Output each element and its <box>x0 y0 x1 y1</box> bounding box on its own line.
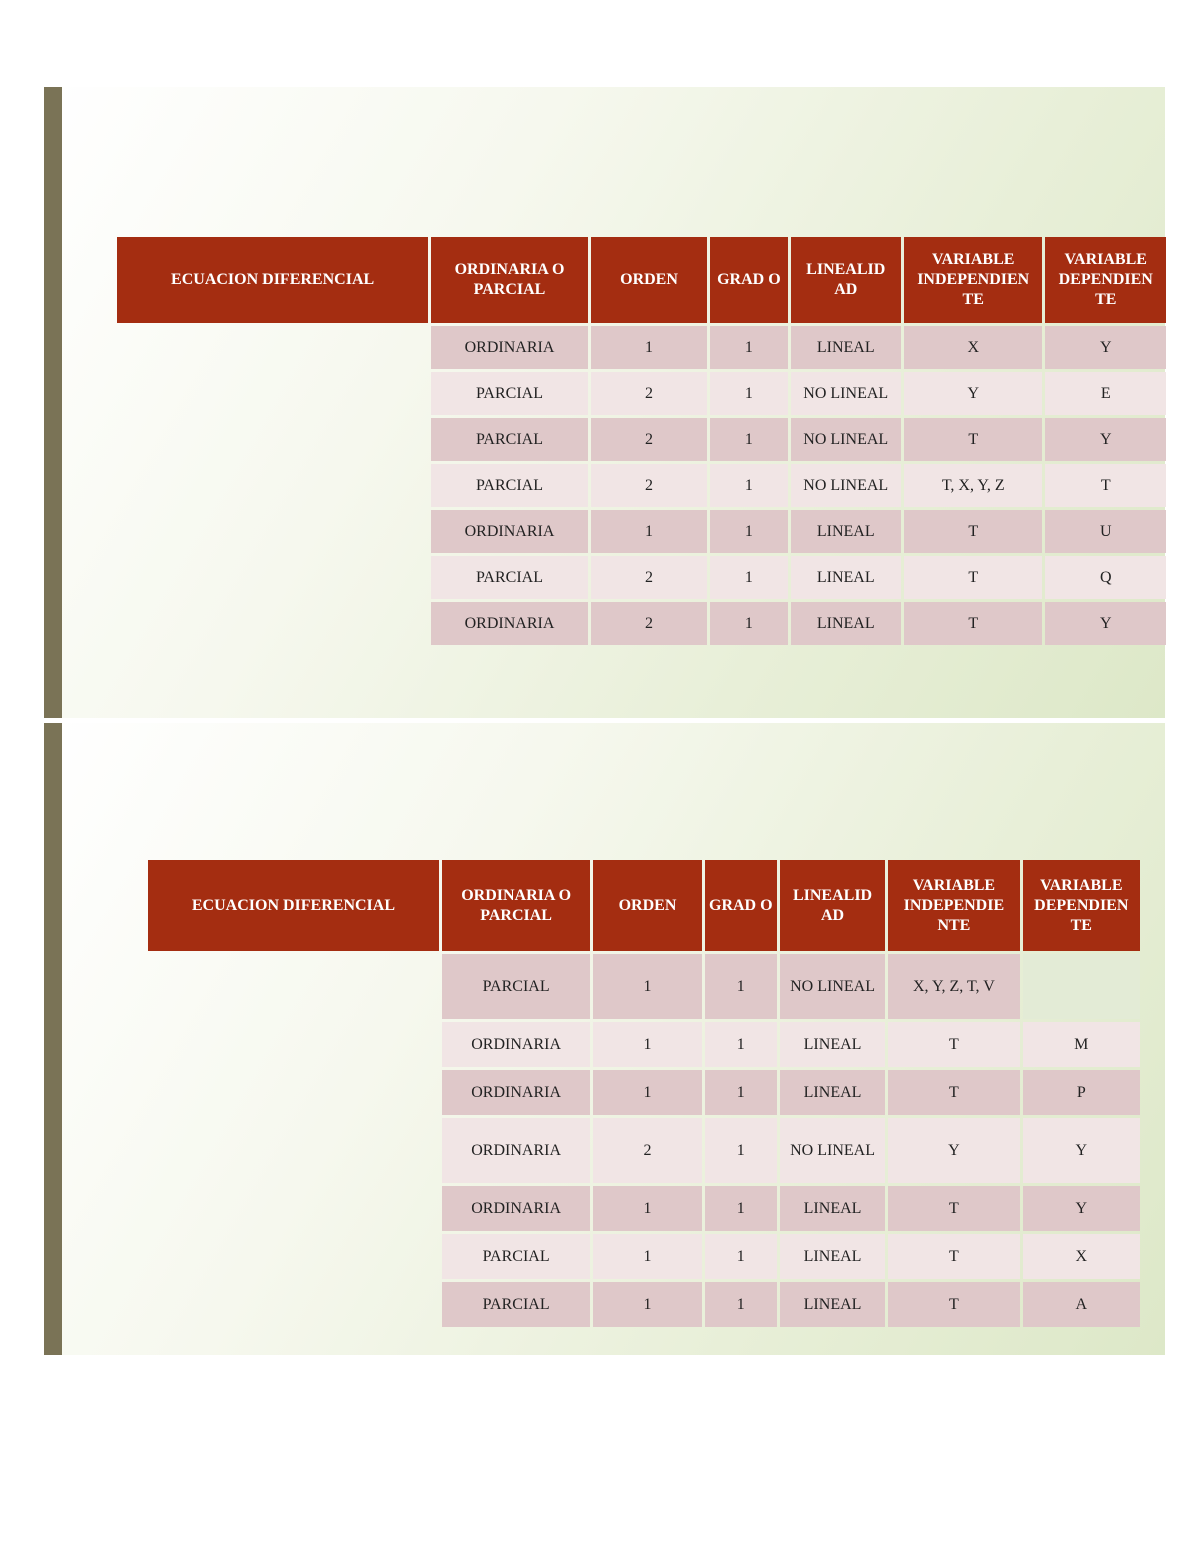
grado-cell: 1 <box>705 954 777 1019</box>
table-header-row <box>117 237 1166 323</box>
linealidad-cell: LINEAL <box>791 556 901 599</box>
tipo-cell: ORDINARIA <box>442 1186 590 1231</box>
table-row <box>117 372 1166 415</box>
tipo-cell: PARCIAL <box>431 418 588 461</box>
table-row <box>148 1282 1140 1327</box>
orden-cell: 1 <box>593 1282 701 1327</box>
var-ind-cell: T <box>904 602 1043 645</box>
grado-cell: 1 <box>705 1234 777 1279</box>
grado-cell: 1 <box>705 1282 777 1327</box>
linealidad-cell: LINEAL <box>780 1070 885 1115</box>
var-ind-cell: T <box>904 510 1043 553</box>
orden-cell: 1 <box>593 1022 701 1067</box>
table-row <box>117 556 1166 599</box>
linealidad-cell: NO LINEAL <box>791 418 901 461</box>
differential-equations-table-1 <box>114 234 1169 648</box>
grado-cell: 1 <box>705 1022 777 1067</box>
header-tipo: ORDINARIA O PARCIAL <box>442 860 590 951</box>
linealidad-cell: LINEAL <box>780 1022 885 1067</box>
equation-cell <box>148 1234 439 1279</box>
var-dep-cell: Y <box>1045 326 1166 369</box>
equation-cell <box>148 954 439 1019</box>
orden-cell: 2 <box>593 1118 701 1183</box>
orden-cell: 2 <box>591 464 707 507</box>
var-dep-cell: P <box>1023 1070 1140 1115</box>
linealidad-cell: LINEAL <box>780 1282 885 1327</box>
orden-cell: 1 <box>593 954 701 1019</box>
orden-cell: 2 <box>591 556 707 599</box>
var-ind-cell: X <box>904 326 1043 369</box>
grado-cell: 1 <box>710 602 787 645</box>
var-ind-cell: X, Y, Z, T, V <box>888 954 1019 1019</box>
equation-cell <box>148 1022 439 1067</box>
grado-cell: 1 <box>710 556 787 599</box>
equation-cell <box>117 556 428 599</box>
var-ind-cell: T <box>904 418 1043 461</box>
tipo-cell: PARCIAL <box>442 954 590 1019</box>
grado-cell: 1 <box>710 326 787 369</box>
linealidad-cell: LINEAL <box>780 1186 885 1231</box>
var-dep-cell: Q <box>1045 556 1166 599</box>
table-row <box>148 1118 1140 1183</box>
table-row <box>148 954 1140 1019</box>
header-var-dep: VARIABLE DEPENDIEN TE <box>1023 860 1140 951</box>
var-ind-cell: T <box>888 1070 1019 1115</box>
table-row <box>148 1186 1140 1231</box>
var-ind-cell: T <box>888 1186 1019 1231</box>
table-row <box>148 1234 1140 1279</box>
tipo-cell: ORDINARIA <box>442 1070 590 1115</box>
tipo-cell: PARCIAL <box>442 1282 590 1327</box>
tipo-cell: ORDINARIA <box>431 326 588 369</box>
var-dep-cell: X <box>1023 1234 1140 1279</box>
linealidad-cell: LINEAL <box>791 602 901 645</box>
orden-cell: 1 <box>593 1070 701 1115</box>
orden-cell: 2 <box>591 372 707 415</box>
var-dep-cell: T <box>1045 464 1166 507</box>
var-dep-cell: A <box>1023 1282 1140 1327</box>
linealidad-cell: NO LINEAL <box>780 1118 885 1183</box>
tipo-cell: ORDINARIA <box>442 1118 590 1183</box>
tipo-cell: PARCIAL <box>442 1234 590 1279</box>
var-ind-cell: Y <box>888 1118 1019 1183</box>
grado-cell: 1 <box>710 510 787 553</box>
var-dep-cell: E <box>1045 372 1166 415</box>
header-orden: ORDEN <box>591 237 707 323</box>
header-var-ind: VARIABLE INDEPENDIEN TE <box>904 237 1043 323</box>
linealidad-cell: NO LINEAL <box>791 464 901 507</box>
var-dep-cell: Y <box>1045 418 1166 461</box>
slide-1 <box>44 87 1165 718</box>
tipo-cell: ORDINARIA <box>442 1022 590 1067</box>
header-tipo: ORDINARIA O PARCIAL <box>431 237 588 323</box>
var-ind-cell: T <box>888 1282 1019 1327</box>
slide-accent-bar <box>44 723 62 1355</box>
header-linealidad: LINEALID AD <box>791 237 901 323</box>
equation-cell <box>117 326 428 369</box>
var-ind-cell: T <box>888 1022 1019 1067</box>
var-dep-cell: Y <box>1023 1118 1140 1183</box>
differential-equations-table-2 <box>145 857 1143 1330</box>
orden-cell: 2 <box>591 602 707 645</box>
linealidad-cell: LINEAL <box>791 510 901 553</box>
equation-cell <box>148 1118 439 1183</box>
table-header-row <box>148 860 1140 951</box>
header-var-dep: VARIABLE DEPENDIEN TE <box>1045 237 1166 323</box>
tipo-cell: PARCIAL <box>431 372 588 415</box>
linealidad-cell: NO LINEAL <box>791 372 901 415</box>
orden-cell: 1 <box>591 326 707 369</box>
tipo-cell: PARCIAL <box>431 556 588 599</box>
tipo-cell: PARCIAL <box>431 464 588 507</box>
tipo-cell: ORDINARIA <box>431 602 588 645</box>
equation-cell <box>148 1186 439 1231</box>
linealidad-cell: LINEAL <box>780 1234 885 1279</box>
table-row <box>148 1070 1140 1115</box>
var-dep-cell: M <box>1023 1022 1140 1067</box>
grado-cell: 1 <box>710 464 787 507</box>
equation-cell <box>117 510 428 553</box>
header-grado: GRAD O <box>705 860 777 951</box>
grado-cell: 1 <box>705 1070 777 1115</box>
header-var-ind: VARIABLE INDEPENDIE NTE <box>888 860 1019 951</box>
orden-cell: 1 <box>593 1186 701 1231</box>
var-dep-cell: U <box>1045 510 1166 553</box>
grado-cell: 1 <box>710 372 787 415</box>
header-ecuacion: ECUACION DIFERENCIAL <box>148 860 439 951</box>
linealidad-cell: NO LINEAL <box>780 954 885 1019</box>
table-row <box>117 326 1166 369</box>
slide-2 <box>44 723 1165 1355</box>
grado-cell: 1 <box>705 1186 777 1231</box>
slide-accent-bar <box>44 87 62 718</box>
equation-cell <box>117 464 428 507</box>
table-row <box>117 602 1166 645</box>
var-ind-cell: Y <box>904 372 1043 415</box>
equation-cell <box>148 1282 439 1327</box>
orden-cell: 2 <box>591 418 707 461</box>
var-ind-cell: T, X, Y, Z <box>904 464 1043 507</box>
var-ind-cell: T <box>888 1234 1019 1279</box>
grado-cell: 1 <box>710 418 787 461</box>
var-dep-cell: Y <box>1023 1186 1140 1231</box>
tipo-cell: ORDINARIA <box>431 510 588 553</box>
table-row <box>148 1022 1140 1067</box>
orden-cell: 1 <box>593 1234 701 1279</box>
header-grado: GRAD O <box>710 237 787 323</box>
var-ind-cell: T <box>904 556 1043 599</box>
header-orden: ORDEN <box>593 860 701 951</box>
equation-cell <box>117 418 428 461</box>
orden-cell: 1 <box>591 510 707 553</box>
table-row <box>117 510 1166 553</box>
table-row <box>117 418 1166 461</box>
header-ecuacion: ECUACION DIFERENCIAL <box>117 237 428 323</box>
grado-cell: 1 <box>705 1118 777 1183</box>
var-dep-cell: Y <box>1045 602 1166 645</box>
equation-cell <box>117 372 428 415</box>
table-row <box>117 464 1166 507</box>
linealidad-cell: LINEAL <box>791 326 901 369</box>
equation-cell <box>117 602 428 645</box>
var-dep-cell <box>1023 954 1140 1019</box>
header-linealidad: LINEALID AD <box>780 860 885 951</box>
equation-cell <box>148 1070 439 1115</box>
